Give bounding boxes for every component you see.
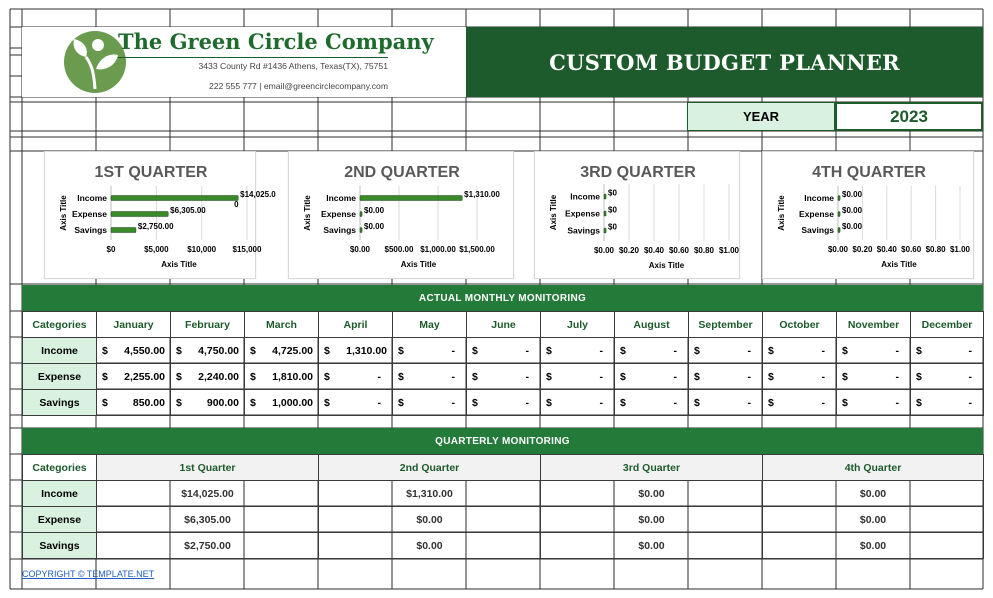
chart-bar[interactable] <box>360 212 362 217</box>
currency-symbol: $ <box>250 396 256 409</box>
table-row <box>23 507 984 533</box>
monthly-header-april: April <box>319 312 393 338</box>
chart-category-label: Savings <box>323 225 356 235</box>
chart-category-label: Expense <box>72 209 107 219</box>
monthly-section-title: ACTUAL MONTHLY MONITORING <box>22 285 983 311</box>
currency-symbol: $ <box>324 344 330 357</box>
monthly-cell[interactable] <box>245 390 319 416</box>
chart-bar[interactable] <box>111 212 168 217</box>
quarterly-header-q4: 4th Quarter <box>763 455 984 481</box>
currency-symbol: $ <box>398 396 404 409</box>
chart-x-axis-title: Axis Title <box>881 260 917 269</box>
currency-symbol: $ <box>472 344 478 357</box>
cell-value: - <box>525 370 529 383</box>
monthly-cell[interactable] <box>171 390 245 416</box>
year-label: YEAR <box>687 102 835 131</box>
chart-q1[interactable] <box>44 151 276 279</box>
currency-symbol: $ <box>842 344 848 357</box>
monthly-cell[interactable] <box>763 390 837 416</box>
row-label-income: Income <box>23 481 97 507</box>
currency-symbol: $ <box>176 370 182 383</box>
chart-category-label: Savings <box>74 225 107 235</box>
monthly-cell[interactable] <box>319 364 393 390</box>
chart-x-tick-label: $5,000 <box>144 245 169 254</box>
quarterly-cell[interactable]: $0.00 <box>541 481 763 507</box>
monthly-cell[interactable] <box>763 364 837 390</box>
chart-category-label: Income <box>77 193 107 203</box>
chart-category-label: Expense <box>799 209 834 219</box>
quarterly-cell[interactable]: $2,750.00 <box>97 533 319 559</box>
currency-symbol: $ <box>694 370 700 383</box>
currency-symbol: $ <box>102 396 108 409</box>
quarterly-cell[interactable]: $14,025.00 <box>97 481 319 507</box>
chart-x-tick-label: $0 <box>106 245 116 254</box>
company-address: 3433 County Rd #1436 Athens, Texas(TX), 75751 <box>198 61 388 71</box>
chart-category-label: Income <box>570 191 600 202</box>
cell-value: - <box>821 396 825 409</box>
monthly-cell[interactable] <box>911 364 984 390</box>
monthly-cell[interactable] <box>615 338 689 364</box>
chart-y-axis-title: Axis Title <box>303 195 312 231</box>
chart-data-label: $6,305.00 <box>170 206 206 215</box>
chart-title: 1ST QUARTER <box>94 164 208 181</box>
currency-symbol: $ <box>768 344 774 357</box>
currency-symbol: $ <box>916 344 922 357</box>
chart-q1-svg <box>45 152 276 280</box>
monthly-header-january: January <box>97 312 171 338</box>
cell-value: 1,810.00 <box>272 370 313 383</box>
chart-x-tick-label: $500.00 <box>384 245 414 254</box>
cell-value: - <box>599 396 603 409</box>
chart-title: 2ND QUARTER <box>344 164 460 181</box>
monthly-header-march: March <box>245 312 319 338</box>
monthly-header-august: August <box>615 312 689 338</box>
monthly-cell[interactable] <box>837 338 911 364</box>
quarterly-cell[interactable]: $0.00 <box>319 507 541 533</box>
currency-symbol: $ <box>546 344 552 357</box>
currency-symbol: $ <box>768 396 774 409</box>
cell-value: - <box>821 370 825 383</box>
monthly-cell[interactable] <box>837 364 911 390</box>
cell-value: - <box>895 396 899 409</box>
monthly-cell[interactable] <box>97 338 171 364</box>
currency-symbol: $ <box>472 370 478 383</box>
chart-x-axis-title: Axis Title <box>648 261 685 270</box>
currency-symbol: $ <box>546 396 552 409</box>
chart-x-tick-label: $1.00 <box>949 245 971 254</box>
monthly-cell[interactable] <box>541 338 615 364</box>
chart-x-tick-label: $0.00 <box>827 245 849 254</box>
chart-data-label: $0 <box>608 222 617 232</box>
chart-x-tick-label: $1,000.00 <box>420 245 456 254</box>
table-row <box>23 338 984 364</box>
currency-symbol: $ <box>324 396 330 409</box>
quarterly-section-title: QUARTERLY MONITORING <box>22 428 983 454</box>
chart-bar[interactable] <box>604 228 606 233</box>
chart-x-axis-title: Axis Title <box>161 260 197 269</box>
monthly-cell[interactable] <box>615 390 689 416</box>
currency-symbol: $ <box>546 370 552 383</box>
chart-x-tick-label: $10,000 <box>187 245 217 254</box>
chart-category-label: Income <box>326 193 356 203</box>
cell-value: - <box>747 344 751 357</box>
cell-value: - <box>377 396 381 409</box>
cell-value: - <box>895 344 899 357</box>
year-input[interactable]: 2023 <box>835 102 983 131</box>
monthly-header-february: February <box>171 312 245 338</box>
currency-symbol: $ <box>694 396 700 409</box>
monthly-table <box>22 311 984 416</box>
monthly-cell[interactable] <box>171 338 245 364</box>
quarterly-cell[interactable]: $1,310.00 <box>319 481 541 507</box>
monthly-cell[interactable] <box>541 390 615 416</box>
cell-value: - <box>599 344 603 357</box>
monthly-cell[interactable] <box>911 338 984 364</box>
cell-value: - <box>599 370 603 383</box>
monthly-header-categories: Categories <box>23 312 97 338</box>
chart-x-tick-label: $0.40 <box>643 246 665 255</box>
chart-bar[interactable] <box>111 196 238 201</box>
cell-value: 1,000.00 <box>272 396 313 409</box>
monthly-cell[interactable] <box>245 364 319 390</box>
currency-symbol: $ <box>102 370 108 383</box>
chart-category-label: Savings <box>567 225 600 236</box>
monthly-header-november: November <box>837 312 911 338</box>
monthly-header-december: December <box>911 312 984 338</box>
currency-symbol: $ <box>916 396 922 409</box>
chart-category-label: Income <box>804 193 834 203</box>
chart-bar[interactable] <box>838 212 840 217</box>
chart-data-label: $0.00 <box>364 206 385 215</box>
currency-symbol: $ <box>102 344 108 357</box>
cell-value: - <box>673 370 677 383</box>
company-name: The Green Circle Company <box>118 29 434 54</box>
chart-x-tick-label: $0.80 <box>925 245 946 254</box>
cell-value: 850.00 <box>132 396 165 409</box>
chart-x-tick-label: $0.40 <box>876 245 897 254</box>
currency-symbol: $ <box>250 370 256 383</box>
currency-symbol: $ <box>842 396 848 409</box>
quarterly-header-q1: 1st Quarter <box>97 455 319 481</box>
monthly-cell[interactable] <box>541 364 615 390</box>
cell-value: 1,310.00 <box>346 344 387 357</box>
chart-bar[interactable] <box>360 196 462 201</box>
chart-y-axis-title: Axis Title <box>549 194 558 231</box>
cell-value: - <box>821 344 825 357</box>
chart-x-tick-label: $0.20 <box>618 246 640 255</box>
currency-symbol: $ <box>398 344 404 357</box>
chart-data-label: $0.00 <box>842 222 863 231</box>
quarterly-cell[interactable]: $0.00 <box>541 533 763 559</box>
planner-title: CUSTOM BUDGET PLANNER <box>549 49 900 75</box>
row-label-savings: Savings <box>23 533 97 559</box>
chart-x-tick-label: $1.00 <box>718 246 740 255</box>
chart-category-label: Expense <box>321 209 356 219</box>
copyright-link[interactable]: COPYRIGHT © TEMPLATE.NET <box>22 569 155 579</box>
currency-symbol: $ <box>842 370 848 383</box>
monthly-header-october: October <box>763 312 837 338</box>
table-row <box>23 533 984 559</box>
cell-value: - <box>747 396 751 409</box>
monthly-cell[interactable] <box>467 390 541 416</box>
currency-symbol: $ <box>768 370 774 383</box>
chart-q3[interactable] <box>534 151 740 279</box>
cell-value: - <box>377 370 381 383</box>
quarterly-cell[interactable]: $0.00 <box>319 533 541 559</box>
quarterly-cell[interactable]: $0.00 <box>763 507 984 533</box>
quarterly-cell[interactable]: $0.00 <box>763 481 984 507</box>
monthly-cell[interactable] <box>689 338 763 364</box>
monthly-cell[interactable] <box>319 390 393 416</box>
cell-value: 4,725.00 <box>272 344 313 357</box>
monthly-header-june: June <box>467 312 541 338</box>
chart-x-axis-title: Axis Title <box>400 260 437 269</box>
currency-symbol: $ <box>176 396 182 409</box>
monthly-cell[interactable] <box>393 364 467 390</box>
monthly-cell[interactable] <box>171 364 245 390</box>
chart-bar[interactable] <box>604 211 606 216</box>
chart-x-tick-label: $0.60 <box>901 245 922 254</box>
chart-bar[interactable] <box>838 196 840 201</box>
currency-symbol: $ <box>398 370 404 383</box>
quarterly-cell[interactable]: $6,305.00 <box>97 507 319 533</box>
cell-value: - <box>673 396 677 409</box>
monthly-cell[interactable] <box>393 338 467 364</box>
monthly-cell[interactable] <box>245 338 319 364</box>
chart-data-label: $0.00 <box>364 222 385 231</box>
chart-q2-svg <box>289 152 515 280</box>
chart-data-label: $0.00 <box>842 206 863 215</box>
cell-value: - <box>895 370 899 383</box>
currency-symbol: $ <box>916 370 922 383</box>
chart-data-label: $0.00 <box>842 190 863 199</box>
chart-data-label: $1,310.00 <box>464 190 500 199</box>
chart-q4-svg <box>763 152 975 280</box>
currency-symbol: $ <box>620 370 626 383</box>
chart-data-label: $0 <box>608 205 617 215</box>
table-row <box>23 390 984 416</box>
cell-value: 4,550.00 <box>124 344 165 357</box>
chart-category-label: Expense <box>565 208 600 219</box>
currency-symbol: $ <box>250 344 256 357</box>
chart-bar[interactable] <box>838 228 840 233</box>
cell-value: - <box>451 344 455 357</box>
quarterly-header-q2: 2nd Quarter <box>319 455 541 481</box>
monthly-cell[interactable] <box>97 364 171 390</box>
chart-data-label: $14,025.0 0 <box>234 190 276 209</box>
header-divider <box>118 57 388 58</box>
monthly-cell[interactable] <box>763 338 837 364</box>
chart-x-tick-label: $0.60 <box>668 246 690 255</box>
chart-category-label: Savings <box>801 225 834 235</box>
chart-y-axis-title: Axis Title <box>59 195 68 231</box>
cell-value: - <box>525 344 529 357</box>
currency-symbol: $ <box>694 344 700 357</box>
monthly-header-may: May <box>393 312 467 338</box>
currency-symbol: $ <box>620 344 626 357</box>
chart-bar[interactable] <box>111 228 136 233</box>
chart-data-label: $2,750.00 <box>137 222 174 231</box>
chart-data-label: $0 <box>608 188 617 198</box>
monthly-cell[interactable] <box>689 364 763 390</box>
quarterly-cell[interactable]: $0.00 <box>763 533 984 559</box>
chart-x-tick-label: $0.80 <box>693 246 715 255</box>
chart-title: 4TH QUARTER <box>812 164 926 181</box>
chart-x-tick-label: $15,000 <box>232 245 262 254</box>
row-label-income: Income <box>23 338 97 364</box>
monthly-cell[interactable] <box>467 364 541 390</box>
cell-value: 2,255.00 <box>124 370 165 383</box>
cell-value: - <box>968 344 972 357</box>
cell-value: 4,750.00 <box>198 344 239 357</box>
chart-q3-svg <box>535 152 741 280</box>
chart-x-tick-label: $0.00 <box>593 246 615 255</box>
cell-value: - <box>673 344 677 357</box>
cell-value: - <box>968 370 972 383</box>
monthly-cell[interactable] <box>615 364 689 390</box>
quarterly-header-categories: Categories <box>23 455 97 481</box>
monthly-cell[interactable] <box>319 338 393 364</box>
cell-value: 2,240.00 <box>198 370 239 383</box>
monthly-cell[interactable] <box>97 390 171 416</box>
currency-symbol: $ <box>324 370 330 383</box>
monthly-cell[interactable] <box>689 390 763 416</box>
chart-x-tick-label: $0.00 <box>349 245 371 254</box>
quarterly-header-q3: 3rd Quarter <box>541 455 763 481</box>
cell-value: - <box>451 396 455 409</box>
quarterly-cell[interactable]: $0.00 <box>541 507 763 533</box>
chart-x-tick-label: $0.20 <box>852 245 873 254</box>
quarterly-table <box>22 454 984 559</box>
chart-q2[interactable] <box>288 151 514 279</box>
monthly-header-september: September <box>689 312 763 338</box>
currency-symbol: $ <box>176 344 182 357</box>
chart-title: 3RD QUARTER <box>580 164 696 181</box>
monthly-cell[interactable] <box>911 390 984 416</box>
row-label-expense: Expense <box>23 364 97 390</box>
chart-q4[interactable] <box>762 151 974 279</box>
chart-bar[interactable] <box>604 194 606 199</box>
cell-value: - <box>968 396 972 409</box>
chart-bar[interactable] <box>360 228 362 233</box>
chart-x-tick-label: $1,500.00 <box>459 245 495 254</box>
currency-symbol: $ <box>620 396 626 409</box>
table-row <box>23 481 984 507</box>
monthly-cell[interactable] <box>393 390 467 416</box>
chart-y-axis-title: Axis Title <box>777 195 786 231</box>
cell-value: 900.00 <box>206 396 239 409</box>
cell-value: - <box>451 370 455 383</box>
table-row <box>23 364 984 390</box>
company-contact: 222 555 777 | email@greencirclecompany.com <box>209 81 388 91</box>
row-label-expense: Expense <box>23 507 97 533</box>
currency-symbol: $ <box>472 396 478 409</box>
cell-value: - <box>525 396 529 409</box>
monthly-cell[interactable] <box>467 338 541 364</box>
monthly-header-july: July <box>541 312 615 338</box>
planner-title-banner <box>466 27 983 97</box>
cell-value: - <box>747 370 751 383</box>
row-label-savings: Savings <box>23 390 97 416</box>
monthly-cell[interactable] <box>837 390 911 416</box>
